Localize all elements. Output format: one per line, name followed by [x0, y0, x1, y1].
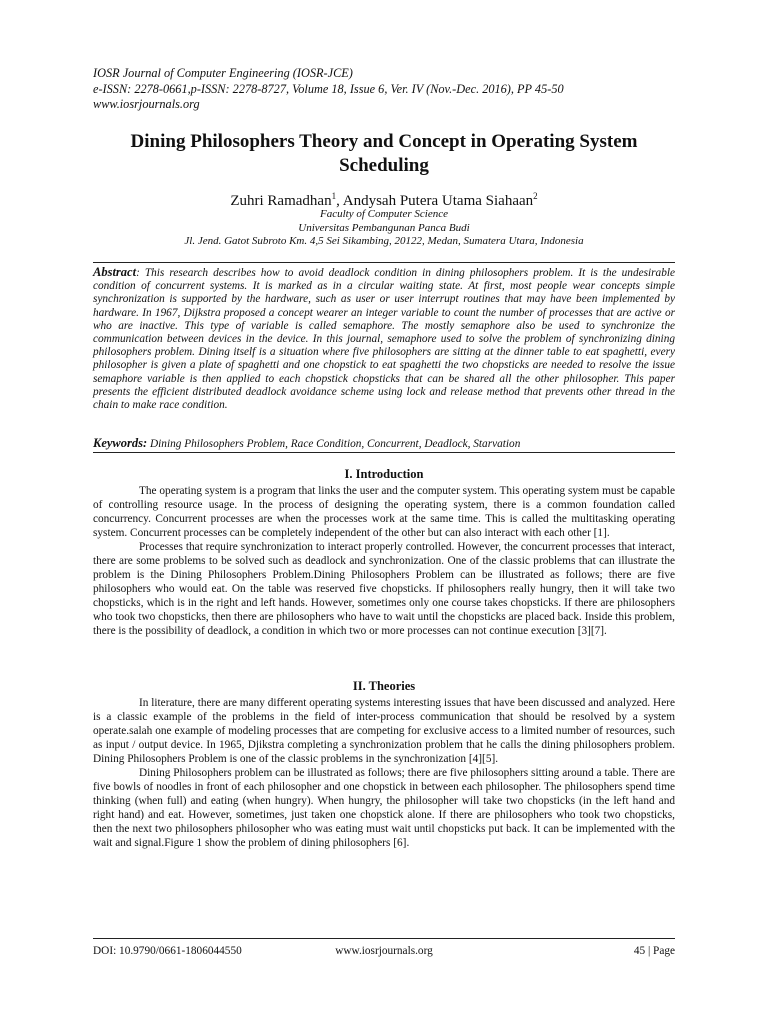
journal-issn: e-ISSN: 2278-0661,p-ISSN: 2278-8727, Volume 18, Issue 6, Ver. IV (Nov.-Dec. 2016), PP 45-50: [93, 81, 564, 96]
keywords-text: Dining Philosophers Problem, Race Condition, Concurrent, Deadlock, Starvation: [147, 438, 521, 450]
abstract-label: Abstract: [93, 265, 137, 279]
abstract-bottom-rule: [93, 452, 675, 453]
paper-title: [80, 130, 688, 178]
paper-title-line2: Scheduling: [339, 155, 429, 176]
section-heading-introduction: I. Introduction: [344, 467, 424, 481]
author-affiliation-mark: 2: [533, 191, 538, 201]
footer-page-number: 45 | Page: [633, 945, 675, 957]
author-separator: ,: [336, 193, 343, 209]
author-list: [80, 187, 688, 210]
paragraph: In literature, there are many different operating systems interesting issues that have been discussed and analyzed. Here is a classic example of the problems in the field of inter-process communication that should be resolved by a system operate.salah one example of modeling processes that are competing for exclusive access to a limited number of resources, such as input / output device. In 1965, Djikstra completing a synchronization problem that he calls the dining philosophers problem. Dining Philosophers Problem is one of the classic problems in the synchronization [4][5].: [93, 697, 675, 765]
journal-header: [93, 66, 693, 113]
section-introduction-body: [93, 484, 675, 638]
paragraph: Processes that require synchronization to interact properly controlled. However, the concurrent processes that interact, there are some problems to be solved such as deadlock and synchronization. One of the classic problems that can illustrate the problem is the Dining Philosophers Problem.Dining Philosophers Problem can be illustrated as follows; there are five philosophers who would eat. On the table was reserved five chopsticks. If philosophers really hungry, then it will take two chopsticks, which is in the right and left hands. However, sometimes only one course takes chopsticks. If there are philosophers who took two chopsticks, then there are philosophers who have to wait until the chopsticks are placed back. Inside this problem, there is the possibility of deadlock, a condition in which two or more processes can not continue execution [3][7].: [93, 541, 675, 637]
paper-title-line1: Dining Philosophers Theory and Concept in Operating System: [130, 131, 638, 152]
paragraph: Dining Philosophers problem can be illustrated as follows; there are five philosophers sitting around a table. There are five bowls of noodles in front of each philosopher and one chopstick in between each philosopher. The philosophers spend time thinking (when full) and eating (when hungry). When hungry, the philosopher will take two chopsticks (in the left hand and right hand) and eat. However, sometimes, just taken one chopstick alone. If there are philosophers who took two chopsticks, then the next two philosophers philosopher who was eating must wait until chopsticks put back. It can be implemented with the wait and signal.Figure 1 show the problem of dining philosophers [6].: [93, 767, 675, 849]
journal-website: www.iosrjournals.org: [93, 97, 200, 111]
abstract: [93, 266, 675, 412]
affiliation-block: [80, 208, 688, 249]
keywords: [93, 436, 675, 451]
author-name: Andysah Putera Utama Siahaan: [342, 193, 534, 209]
section-heading-theories: II. Theories: [352, 679, 416, 693]
keywords-label: Keywords:: [93, 436, 148, 450]
section-theories-body: [93, 696, 675, 850]
author-name: Zuhri Ramadhan: [230, 193, 332, 209]
paragraph: The operating system is a program that links the user and the computer system. This operating system must be capable of controlling resource usage. In the process of designing the operating system, there is a common foundation called concurrency. Concurrent processes are when the processes work at the same time. This is called the multitasking operating system. Concurrent processes can be completely independent of the other but can also interact with each other [1].: [93, 485, 675, 539]
footer-doi: DOI: 10.9790/0661-1806044550: [93, 945, 242, 957]
affiliation-university: Universitas Pembangunan Panca Budi: [298, 221, 470, 234]
affiliation-faculty: Faculty of Computer Science: [320, 208, 448, 220]
journal-name: IOSR Journal of Computer Engineering (IOSR-JCE): [93, 66, 353, 80]
author-affiliation-mark: 1: [331, 191, 337, 201]
affiliation-address: Jl. Jend. Gatot Subroto Km. 4,5 Sei Sikambing, 20122, Medan, Sumatera Utara, Indonesia: [184, 235, 584, 247]
footer-website: www.iosrjournals.org: [335, 945, 433, 957]
abstract-colon: :: [136, 267, 145, 279]
footer-rule: [93, 938, 675, 939]
abstract-text: This research describes how to avoid deadlock condition in dining philosophers problem. It is the undesirable condition of concurrent systems. It is marked as in a circular waiting state. At first, most people wear concepts simple synchronization is supported by the hardware, such as user or user interrupt routines that may have been implemented by hardware. In 1967, Dijkstra proposed a concept wearer an integer variable to count the number of processes that are active or who are inactive. This type of variable is called semaphore. The mostly semaphore also be used to synchronize the communication between devices in the device. In this journal, semaphore used to solve the problem of synchronizing dining philosophers problem. Dining itself is a situation where five philosophers are sitting at the dinner table to eat spaghetti, every philosopher is given a plate of spaghetti and one chopstick to eat spaghetti the two chopsticks are needed to resolve the issue semaphore variable is then applied to each chopstick chopsticks that can be shared all the other philosopher. This paper presents the efficient distributed deadlock avoidance scheme using lock and release method that prevents other thread in the chain to make race condition.: [93, 267, 675, 412]
abstract-top-rule: [93, 262, 675, 263]
